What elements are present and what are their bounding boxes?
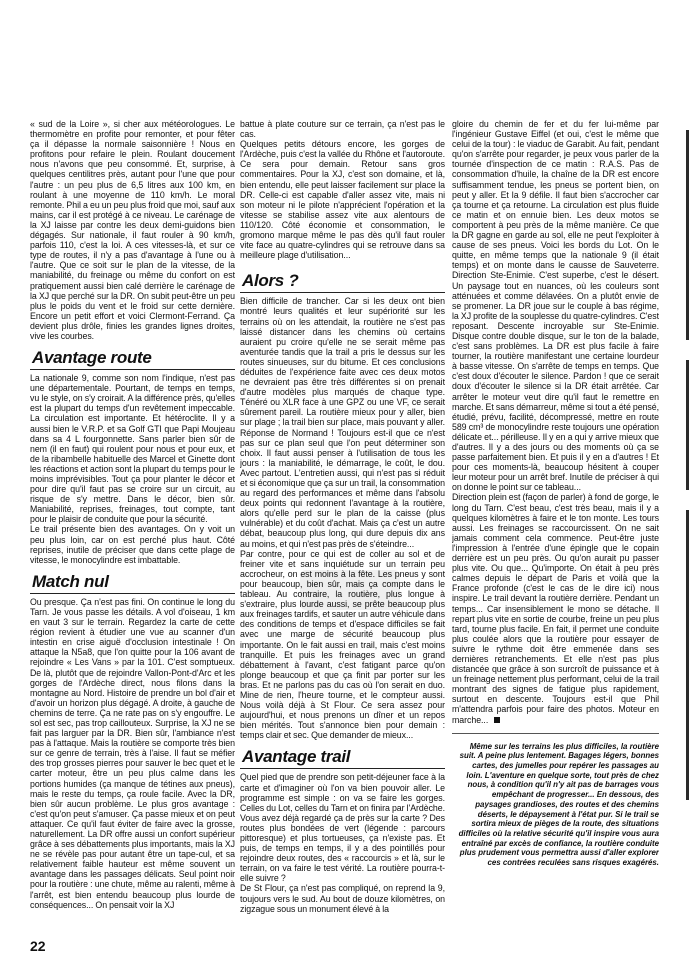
heading-alors: Alors ? <box>242 271 299 291</box>
photo-caption: Même sur les terrains les plus difficiles, la routière suit. A peine plus lentement. Bagages légers, bonnes cartes, des jumelles pour repérer les passages au loin. L'aventure en quelque sorte, tout près de chez nous, à condition qu'il n'y ait pas de barrages vous empêchant de progresser... En dessous, des paysages grandioses, des routes et des chemins déserts, le dépaysement à l'état pur. Si le trail se sortira mieux de pièges de la route, des situations difficiles où la relative sécurité qu'il inspire vous aura entraîné par excès de confiance, la routière conduite plus prudement vous permettra aussi d'aller explorer ces contrées reculées sans risques exagérés. <box>458 741 659 868</box>
heading-match-nul: Match nul <box>32 571 109 591</box>
col2-alors-paragraph: Bien difficile de trancher. Car si les deux ont bien montré leurs qualités et leur supériorité sur les terrains où on les attendait, la routière ne s'est pas laissé distancer dans les chemins où certains auraient pu croire qu'elle ne se serait même pas aventurée tandis que la trail a pris le dessus sur les routes sinueuses, sur du bitume. Et ces conclusions déduites de l'expérience faite avec ces deux motos ne devraient pas être très différentes si on prenait d'autre modèles plus marqués de chaque type. Ténéré ou XLR face à une GPZ ou une VF, ce serait sûrement pareil. La routière mieux pour y aller, bien sur plage ; la trail bien sur place, mais pouvant y aller. Réponse de Normand ! Toujours est-il que ce n'est pas sur ce plan seul que l'on peut déterminer son choix. Il faut aussi penser à l'utilisation de tous les jours : la maniabilité, le démarrage, le coût, le dou. Avec partout. L'entretien aussi, qui n'est pas si réduit et si économique que ça sur un trail, la consommation au regard des performances et même dans l'absolu deux points qui redonnent l'avantage à la routière, alors qu'elle perd sur le plan de la caisse (plus vulnérable) et du coût d'achat. Mais ça c'est un autre débat, beaucoup plus long, qui dure depuis dix ans au moins, et qui n'est pas près de s'éteindre... Par contre, pour ce qui est de coller au sol et de freiner vite et sans inquiétude sur un terrain peu accrocheur, on est moins à la fête. Les pneus y sont pour beaucoup, bien sûr, mais ça compte dans le tableau. Au contraire, la routière, plus longue à s'extraire, plus lourde aussi, se prête beaucoup plus aux freinages tardifs, et sauter un autre véhicule dans des conditions de temps et d'espace difficiles se fait avec une marge de sécurité beaucoup plus importante. On le fait aussi en trail, mais c'est moins tranquille. Et puis les freinages avec un grand débattement à l'avant, c'est fatigant parce qu'on plonge beaucoup et que ça finit par porter sur les bras. Et ne parlons pas du cas où l'on serait en duo. Mine de rien, l'heure tourne, et le compteur aussi. Nous voilà déjà à St Flour. Ce sera assez pour aujourd'hui, et nous prenons un dîner et un repos bien mérités. Tout s'annonce bien pour demain : temps clair et sec. Que demander de mieux... <box>240 296 445 741</box>
page-number: 22 <box>30 938 46 954</box>
col1-route-paragraph: La nationale 9, comme son nom l'indique, n'est pas une départementale. Pourtant, de temps en temps, vu le style, on s'y croirait. A la différence près, qu'elles est la plupart du temps d'un revêtement impeccable. La circulation est importante. Et hétéroclite. Il y a aussi bien le V.R.P. et sa Golf GTI que Papi Moujeau dans sa 4 L fourgonnette. Sans parler bien sûr de nem (il en faut) qui roulent pour nous et pour eux, et de la ribambelle habituelle des Marcel et Ginette dont les réactions et action sont la plupart du temps pour le moins imprévisibles. Tout ça pour planter le décor et pour dire qu'il faut pas se croire sur un circuit, au risque de s'y mettre. Dans le décor, bien sûr. Maniabilité, reprises, freinages, tout compte, tant pour le plaisir de conduite que pour la sécurité. Le trail présente bien des avantages. On y voit un peu plus loin, car on est perché plus haut. Côté reprises, inutile de préciser que dans cette plage de vitesse, le monocylindre est imbattable. <box>30 373 235 565</box>
column-2 <box>240 0 445 964</box>
col1-match-nul-paragraph: Ou presque. Ça n'est pas fini. On continue le long du Tarn. Je vous passe les détails. A vol d'oiseau, 1 km en vaut 3 sur le terrain. Regardez la carte de cette région revient à étudier une vue au scanner d'un intestin en crise aiguë d'occlusion intestinale ! On attaque la N5a8, que l'on quitte pour la 106 avant de rejoindre « Les Vans » par la 101. C'est somptueux. De là, plutôt que de rejoindre Vallon-Pont-d'Arc et les gorges de l'Ardèche direct, nous filons dans la montagne au Nord. Histoire de prendre un bol d'air et d'avoir un horizon plus dégagé. A droite, à gauche de chemins de terre. Ça ne rate pas on s'y engouffre. Le sol est sec, pas trop caillouteux. Surprise, la XJ ne se fait pas larguer par la DR. Bien sûr, l'ambiance n'est pas à l'attaque. Mais la routière se comporte très bien sur ce genre de terrain, très à l'aise. Il faut se méfier des trop grosses pierres pour sauver le bec quet et le carter moteur, être un peu plus calme dans les portions humides (ça manque de tétines aux pneus), mais le reste du temps, ça roule facile. Avec la DR, bien sûr aucun problème. Le plus gros avantage : c'est qu'on peut s'amuser. Ça passe mieux et on peut attaquer. Ce qu'il faut éviter de faire avec la grosse, naturellement. La DR offre aussi un confort supérieur grâce à ses débattements plus importants, mais la XJ ne se révèle pas pour autant être un tape-cul, et sa relativement faible hauteur est même souvent un avantage dans les passages délicats. Seul point noir pour la routière : une chute, même au ralenti, même à l'arrêt, est bien entendu beaucoup plus lourde de conséquences... On pensait voir la XJ <box>30 596 235 910</box>
col2-intro-paragraph: battue à plate couture sur ce terrain, ça n'est pas le cas. Quelques petits détours encore, les gorges de l'Ardèche, puis c'est la vallée du Rhône et l'autoroute. Ce sera pour demain. Retour sans gros commentaires. Pour la XJ, c'est son domaine, et là, bien entendu, elle peut laisser facilement sur place la DR. Celle-ci est capable d'aller assez vite, mais ni son moteur ni le pilote n'apprécient l'opération et la vitesse se stabilise assez vite aux alentours de 110/120. Côté économie et consommation, le gromono marque même le pas dès qu'il faut rouler vite face au quatre-cylindres qui se retrouve dans sa meilleure plage d'utilisation... <box>240 119 445 261</box>
col2-trail-paragraph: Quel pied que de prendre son petit-déjeuner face à la carte et d'imaginer où l'on va bien pouvoir aller. Le programme est simple : on va se faire les gorges. Celles du Lot, celles du Tarn et on finira par l'Ardèche. Vous avez déjà regardé ça de près sur la carte ? Des routes plus bondées de vert (légende : parcours pittoresque) et plus tortueuses, ça n'existe pas. Et puis, de temps en temps, il y a des pointillés pour rejoindre deux routes, des « raccourcis » et là, sur le terrain, on va faire le test vérité. La routière pourra-t-elle suivre ? De St Flour, ça n'est pas compliqué, on reprend la 9, toujours vers le sud. Au bout de douze kilomètres, on zigzague sous un monument élevé à la <box>240 772 445 914</box>
heading-avantage-trail: Avantage trail <box>242 747 351 767</box>
col3-main-paragraph <box>452 119 659 725</box>
heading-avantage-route: Avantage route <box>32 348 152 368</box>
end-of-article-mark <box>494 717 500 723</box>
col3-text: gloire du chemin de fer et du fer lui-même par l'ingénieur Gustave Eiffel (et oui, c'est le même que celui de la tour) : le viaduc de Garabit. Au fait, pendant qu'on s'arrête pour regarder, je peux vous parler de la tournée d'inspection de ce matin : R.A.S. Pas de consommation d'huile, la chaîne de la DR est encore suffisamment tendue, les pneus se portent bien, on peut y aller. Et la 9 défile. Il faut bien s'accrocher car ça tourne et ça retourne. La circulation est plus fluide ce matin et on ennuie bien. Les deux motos se comportent à peu près de la même manière. Ce que la DR gagne en garde au sol, elle ne peut l'exploiter à cause de ses pneus. Voici les bords du Lot. On le quitte, en même temps que la nationale 9 (il était temps) et on monte dans le causse de Sauveterre. Direction Ste-Enimie. C'est superbe, c'est le désert. Un paysage tout en nuances, où les couleurs sont atténuées et comme délavées. On a plutôt envie de se promener. La DR joue sur le couple à bas régime, la XJ profite de la souplesse du quatre-cylindres. C'est reposant. Descente incroyable sur Ste-Enimie. Disque contre double disque, sur le ton de la balade, c'est sans problèmes. La DR est plus facile à faire tourner, la routière manifestant une certaine lourdeur à basse vitesse. On s'arrête de temps en temps. Que c'est doux d'écouter le silence. Pardon ! que ce serait doux d'écouter le silence si la DR était arrêtée. Car arrêter le moteur veut dire qu'il faut le remettre en marche. Et sans démarreur, même si tout a été pensé, étudié, prévu, facilité, décompressé, mettre en route 589 cm³ de monocylindre reste toujours une opération délicate et... périlleuse. Il y en a qui y arrive mieux que d'autres. Il y a des jours ou des moments où ça se passe parfaitement bien. Et puis il y en a d'autres ! Et pour ces moments-là, beaucoup hésitent à couper leur moteur pour un arrêt bref. Inutile de préciser à qui on donne le point sur ce tableau... Direction plein est (façon de parler) à fond de gorge, le long du Tarn. C'est beau, c'est très beau, mais il y a quelques kilomètres à faire et le ton monte. Les tours aussi. Les freinages se raccourcissent. On ne sait jamais comment cela commence. Peut-être juste l'impression à l'entrée d'une épingle que le copain derrière est un peu près. Ou qu'on aurait pu passer plus vite. Ou que... Qu'importe. On était à peu près calmes depuis le départ de Paris et voilà que la France profonde (c'est le cas de le dire ici) nous inspire. Le trail devant la routière derrière. Pendant un temps... Car insensiblement le mono se détache. Il repart plus vite en sortie de courbe, freine un peu plus tard, tourne plus facile. En fait, il permet une conduite plus coulée alors que la routière pour essayer de suivre le rythme doit être emmenée dans ses dernières retranchements. Et elle n'est pas plus distancée que grâce à son surcroît de puissance et à un freinage nettement plus performant, celui de la trail montrant des signes de fatigue plus rapidement, surtout en descente. Toujours est-il que Phil m'attendra parfois pour faire des photos. Moteur en marche... <box>452 119 659 725</box>
column-1 <box>30 0 235 964</box>
column-3 <box>452 0 659 964</box>
col1-intro-paragraph: « sud de la Loire », si cher aux météorologues. Le thermomètre en profite pour remonter, et pour fêter ça il dépasse la normale saisonnière ! Nous en profitons pour refaire le plein. Roulant doucement nous n'avons que peu consommé. Et, surprise, à quelques centilitres près, autant pour l'une que pour l'autre : un peu plus de 6,5 litres aux 100 km, en roulant à une moyenne de 110 km/h. Le moral remonte. Phil a eu un peu plus froid que moi, sauf aux mains, car il est protégé à ce niveau. Le carénage de la XJ laisse par contre les deux demi-guidons bien dégagés. Sur nationale, il faut rouler à 90 km/h, parfois 110, c'est la loi. A ces vitesses-là, et sur ce type de routes, il n'y a pas d'avantage à l'une ou à l'autre. Que ce soit sur le plan de la vitesse, de la maniabilité, du freinage ou même du confort on est pratiquement aussi bien calé derrière le carénage de la XJ que perché sur la DR. On subit peut-être un peu plus le poids du vent et le froid sur cette dernière. Encore un petit effort et voici Clermont-Ferrand. Ça devient plus drôle, finies les grandes lignes droites, vive les courbes. <box>30 119 235 341</box>
